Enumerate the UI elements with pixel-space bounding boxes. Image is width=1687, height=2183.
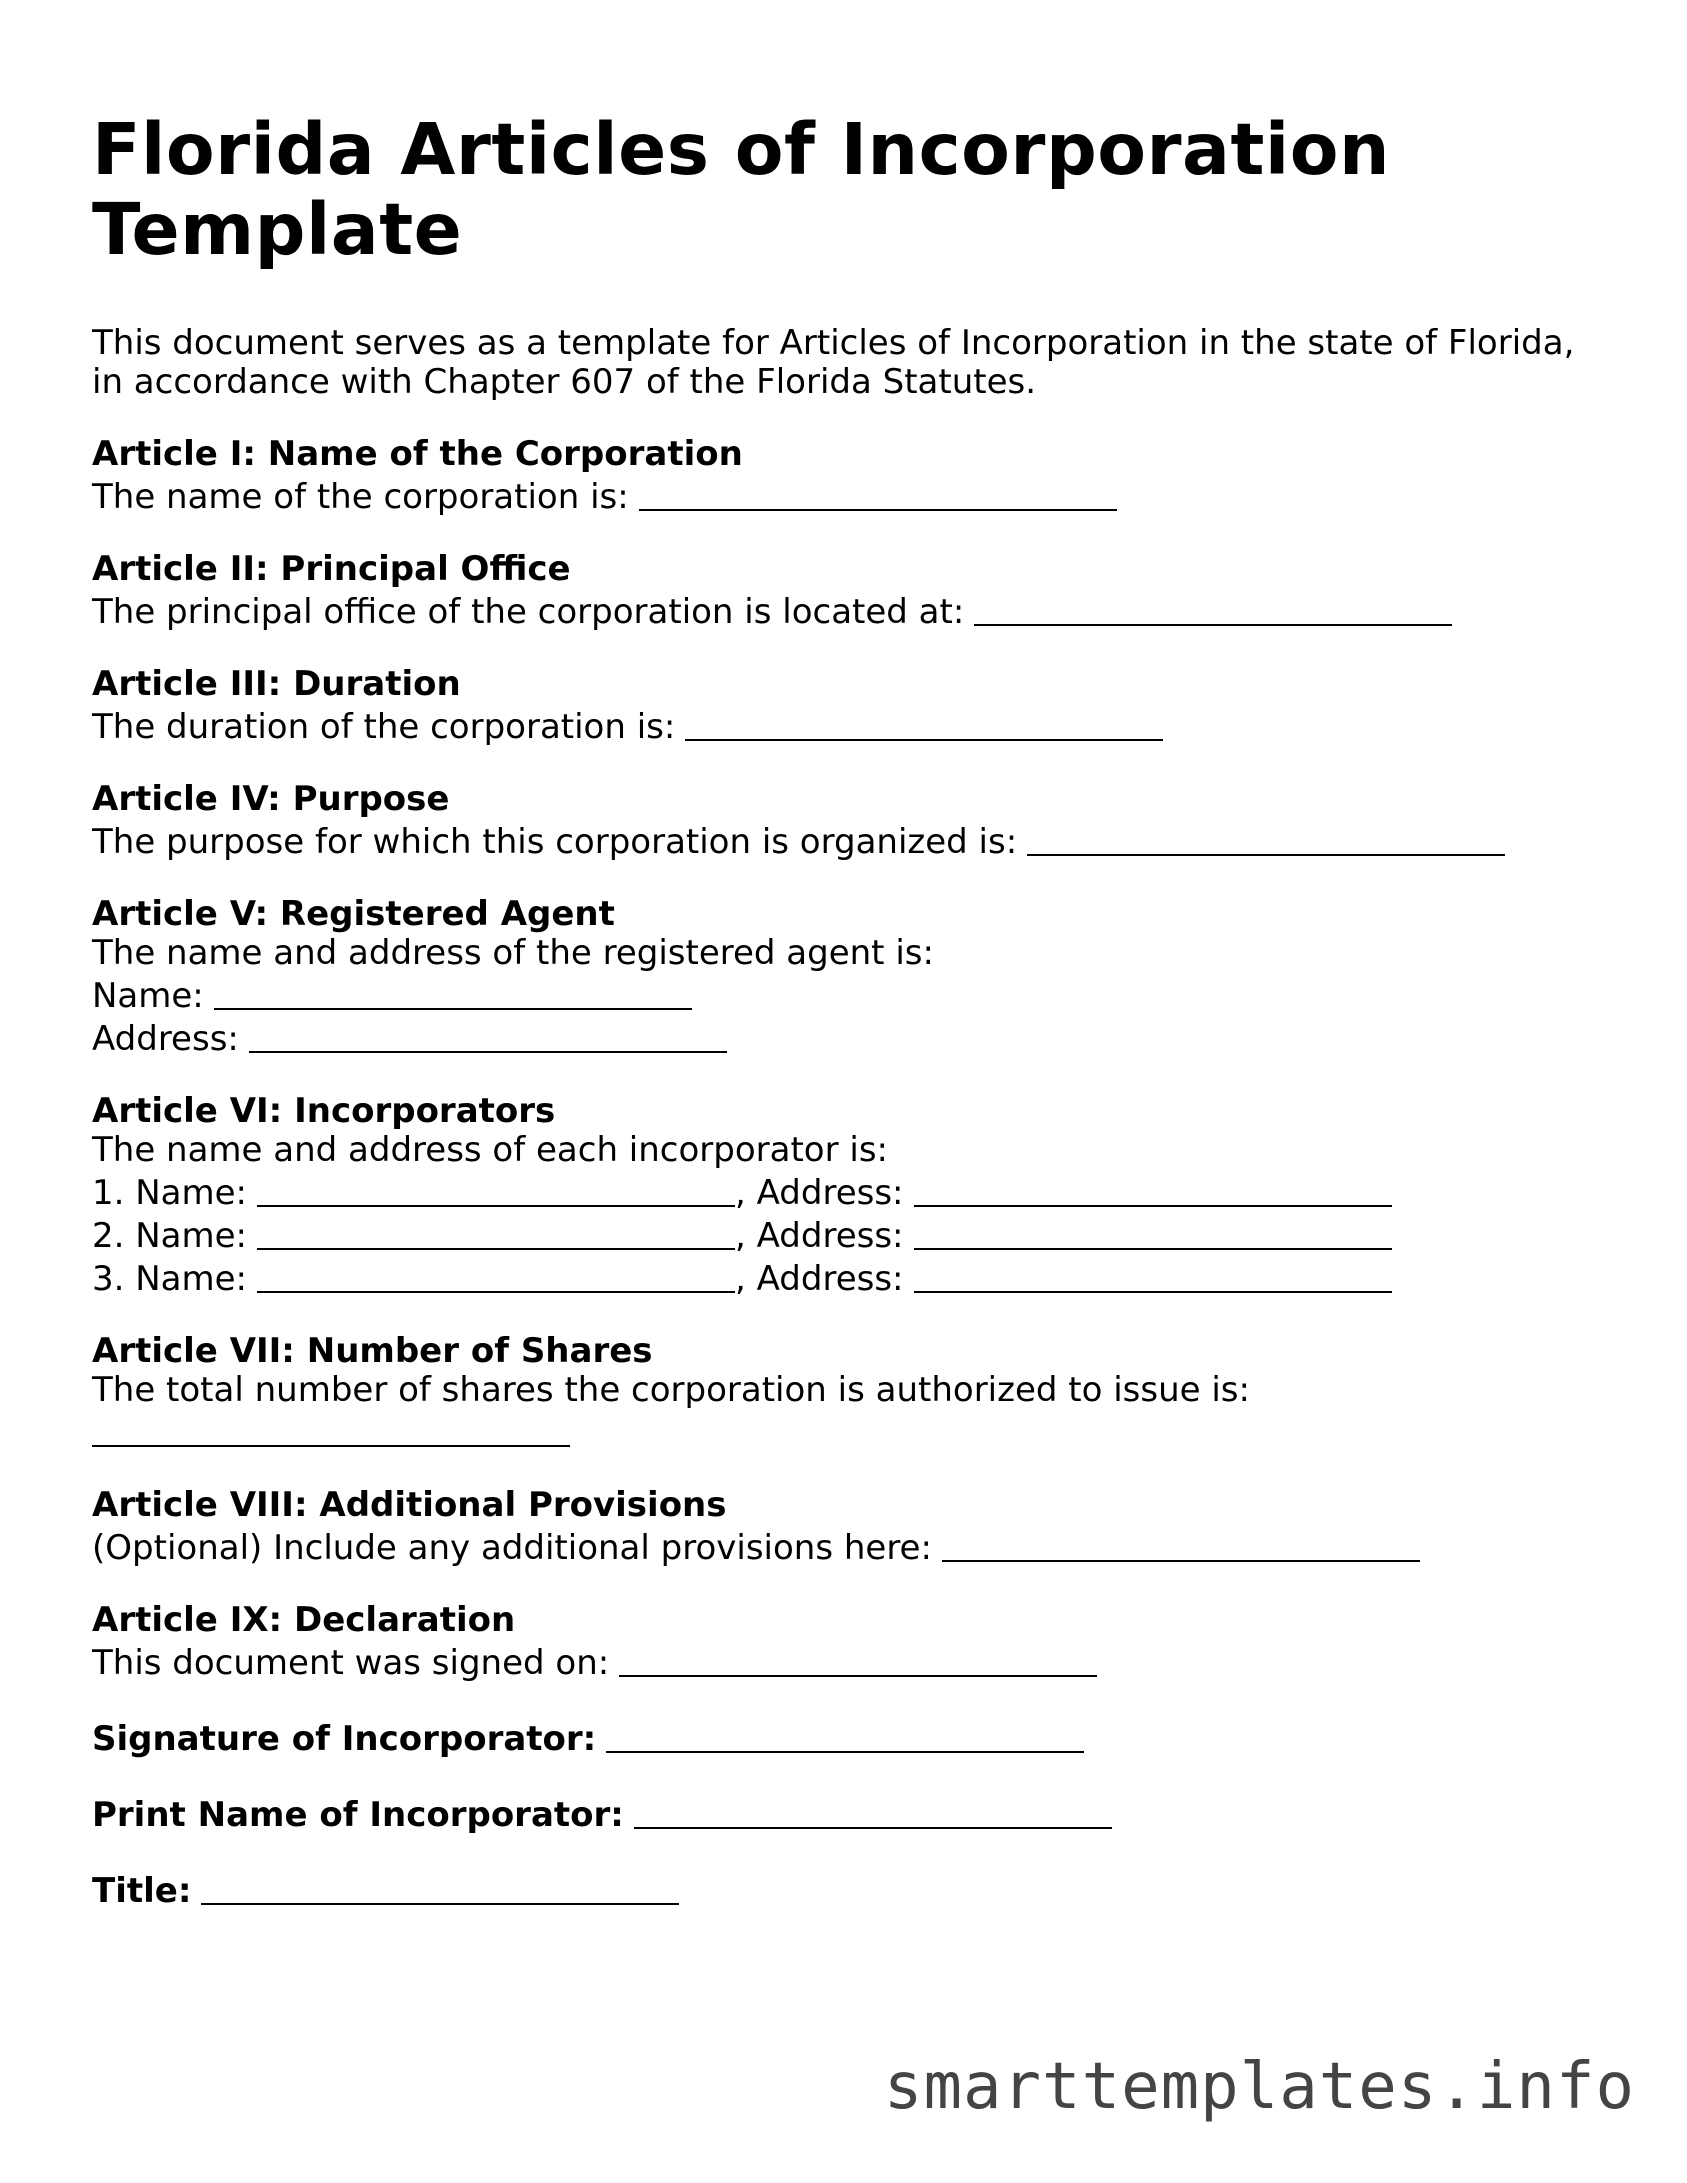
field-label: 2. Name: bbox=[92, 1216, 248, 1256]
article-4 bbox=[92, 780, 1592, 862]
article-8 bbox=[92, 1486, 1592, 1568]
number-of-shares-blank[interactable] bbox=[92, 1413, 570, 1447]
incorporator-3-name-blank[interactable] bbox=[257, 1259, 735, 1293]
article-title: Article II: Principal Office bbox=[92, 549, 571, 589]
signature-blank[interactable] bbox=[606, 1719, 1084, 1753]
watermark-text: smarttemplates.info bbox=[883, 2050, 1635, 2124]
article-title: Article VIII: Additional Provisions bbox=[92, 1485, 727, 1525]
field-label: The name of the corporation is: bbox=[92, 477, 629, 517]
article-9 bbox=[92, 1601, 1592, 1683]
field-label: The principal office of the corporation is located at: bbox=[92, 592, 965, 632]
field-label: , Address: bbox=[735, 1173, 904, 1213]
article-line bbox=[92, 819, 1592, 862]
field-label: The duration of the corporation is: bbox=[92, 707, 676, 747]
article-3 bbox=[92, 665, 1592, 747]
print-name-blank[interactable] bbox=[634, 1795, 1112, 1829]
document-page bbox=[92, 110, 1592, 1911]
article-title: Article I: Name of the Corporation bbox=[92, 434, 743, 474]
article-line bbox=[92, 474, 1592, 517]
intro-paragraph: This document serves as a template for Articles of Incorporation in the state of Florida, in accordance with Chapter 607 of the Florida Statutes. bbox=[92, 323, 1575, 402]
field-label: Name: bbox=[92, 976, 204, 1016]
article-line: The total number of shares the corporation is authorized to issue is: bbox=[92, 1370, 1250, 1410]
field-label: Address: bbox=[92, 1019, 239, 1059]
article-line bbox=[92, 704, 1592, 747]
article-line bbox=[92, 1525, 1592, 1568]
field-label: 1. Name: bbox=[92, 1173, 248, 1213]
title-blank[interactable] bbox=[201, 1871, 679, 1905]
incorporator-row bbox=[92, 1170, 1592, 1213]
title-label: Title: bbox=[92, 1871, 192, 1911]
principal-office-blank[interactable] bbox=[974, 592, 1452, 626]
incorporator-3-address-blank[interactable] bbox=[914, 1259, 1392, 1293]
purpose-blank[interactable] bbox=[1027, 822, 1505, 856]
article-title: Article IV: Purpose bbox=[92, 779, 450, 819]
incorporator-2-address-blank[interactable] bbox=[914, 1216, 1392, 1250]
article-7 bbox=[92, 1332, 1592, 1453]
document-title: Florida Articles of Incorporation Template bbox=[92, 108, 1391, 271]
additional-provisions-blank[interactable] bbox=[942, 1528, 1420, 1562]
article-title: Article VII: Number of Shares bbox=[92, 1331, 653, 1371]
signature-label: Signature of Incorporator: bbox=[92, 1719, 597, 1759]
signed-on-date-blank[interactable] bbox=[619, 1643, 1097, 1677]
article-line bbox=[92, 589, 1592, 632]
field-label: This document was signed on: bbox=[92, 1643, 610, 1683]
article-title: Article VI: Incorporators bbox=[92, 1091, 556, 1131]
incorporator-2-name-blank[interactable] bbox=[257, 1216, 735, 1250]
article-line bbox=[92, 1410, 1592, 1453]
article-1 bbox=[92, 435, 1592, 517]
article-2 bbox=[92, 550, 1592, 632]
field-label: , Address: bbox=[735, 1259, 904, 1299]
incorporator-1-name-blank[interactable] bbox=[257, 1173, 735, 1207]
article-5 bbox=[92, 895, 1592, 1059]
article-line bbox=[92, 1640, 1592, 1683]
agent-address-blank[interactable] bbox=[249, 1019, 727, 1053]
article-line: The name and address of the registered agent is: bbox=[92, 933, 934, 973]
field-label: , Address: bbox=[735, 1216, 904, 1256]
print-name-row bbox=[92, 1792, 1592, 1835]
incorporator-row bbox=[92, 1256, 1592, 1299]
print-name-label: Print Name of Incorporator: bbox=[92, 1795, 624, 1835]
agent-name-blank[interactable] bbox=[214, 976, 692, 1010]
article-title: Article V: Registered Agent bbox=[92, 894, 615, 934]
incorporator-1-address-blank[interactable] bbox=[914, 1173, 1392, 1207]
field-label: 3. Name: bbox=[92, 1259, 248, 1299]
article-6 bbox=[92, 1092, 1592, 1299]
signature-row bbox=[92, 1716, 1592, 1759]
title-row bbox=[92, 1868, 1592, 1911]
article-title: Article IX: Declaration bbox=[92, 1600, 516, 1640]
field-label: (Optional) Include any additional provisions here: bbox=[92, 1528, 932, 1568]
article-title: Article III: Duration bbox=[92, 664, 461, 704]
article-line bbox=[92, 973, 1592, 1016]
article-line bbox=[92, 1016, 1592, 1059]
field-label: The purpose for which this corporation is organized is: bbox=[92, 822, 1018, 862]
incorporator-row bbox=[92, 1213, 1592, 1256]
corporation-name-blank[interactable] bbox=[639, 477, 1117, 511]
article-line: The name and address of each incorporator is: bbox=[92, 1130, 889, 1170]
duration-blank[interactable] bbox=[685, 707, 1163, 741]
